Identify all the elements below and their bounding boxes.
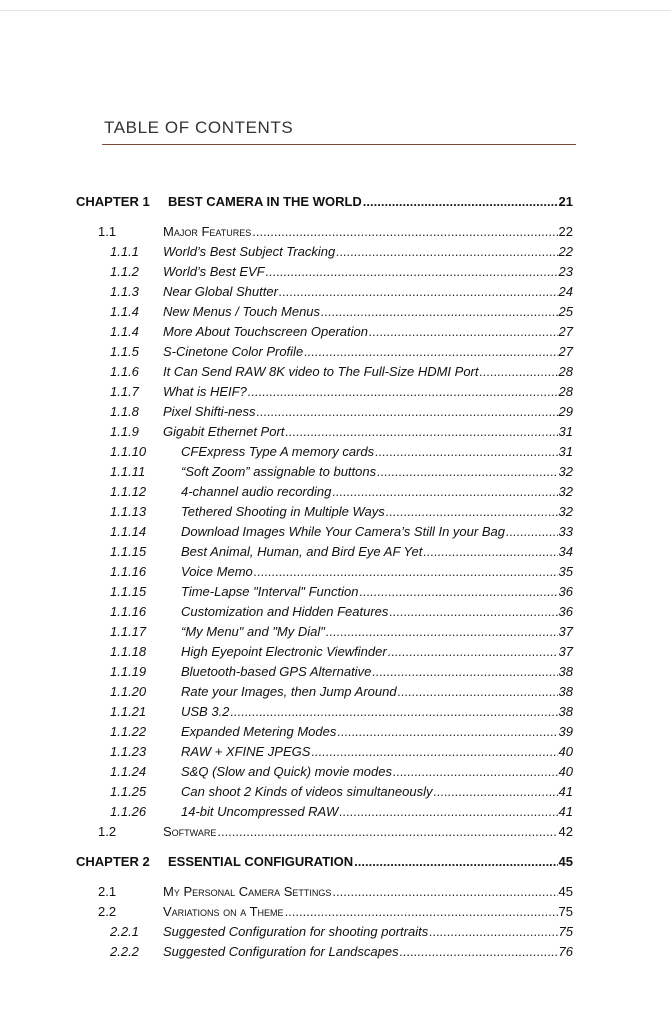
toc-entry-number: 1.1.2 <box>110 264 139 279</box>
toc-entry-number: 1.1.19 <box>110 664 147 679</box>
toc-entry-body <box>181 482 573 502</box>
toc-entry-title: It Can Send RAW 8K video to The Full-Size HDMI Port <box>163 364 479 379</box>
toc-entry-page: 27 <box>558 344 573 359</box>
toc-entry-title: Gigabit Ethernet Port <box>163 424 285 439</box>
toc-entry-page: 38 <box>558 664 573 679</box>
toc-entry-page: 25 <box>558 304 573 319</box>
toc-entry[interactable] <box>0 422 671 442</box>
toc-entry-body <box>181 442 573 462</box>
toc-entry-body <box>163 242 573 262</box>
top-border-line <box>0 10 671 11</box>
toc-entry-title: CFExpress Type A memory cards <box>181 444 375 459</box>
toc-entry-page: 41 <box>558 804 573 819</box>
toc-entry-body <box>181 642 573 662</box>
toc-dot-leader <box>254 562 558 582</box>
toc-entry-title: “My Menu" and "My Dial" <box>181 624 325 639</box>
toc-entry-number: 1.1.13 <box>110 504 147 519</box>
toc-entry-page: 42 <box>558 824 573 839</box>
toc-entry-page: 31 <box>558 444 573 459</box>
toc-dot-leader <box>248 382 558 402</box>
toc-dot-leader <box>359 582 557 602</box>
toc-entry-body <box>168 192 573 212</box>
toc-entry-page: 37 <box>558 624 573 639</box>
toc-entry-title: More About Touchscreen Operation <box>163 324 368 339</box>
toc-entry-number: 1.1.25 <box>110 784 147 799</box>
toc-entry-title: Pixel Shifti-ness <box>163 404 256 419</box>
toc-entry-title: High Eyepoint Electronic Viewfinder <box>181 644 387 659</box>
toc-entry-title: 4-channel audio recording <box>181 484 332 499</box>
toc-entry-body <box>181 562 573 582</box>
toc-entry-title: My Personal Camera Settings <box>163 884 332 899</box>
toc-entry-page: 38 <box>558 684 573 699</box>
toc-entry-number: 1.1.8 <box>110 404 139 419</box>
toc-entry-body <box>181 602 573 622</box>
toc-entry-page: 34 <box>558 544 573 559</box>
toc-entry[interactable] <box>0 522 671 542</box>
toc-entry-page: 36 <box>558 584 573 599</box>
toc-dot-leader <box>386 502 558 522</box>
toc-dot-leader <box>230 702 557 722</box>
toc-entry-title: Voice Memo <box>181 564 253 579</box>
toc-dot-leader <box>304 342 557 362</box>
toc-dot-leader <box>252 222 557 242</box>
toc-entry[interactable] <box>0 502 671 522</box>
toc-entry-number: 1.1.16 <box>110 604 147 619</box>
toc-entry-number: 1.1.1 <box>110 244 139 259</box>
toc-dot-leader <box>311 742 557 762</box>
toc-entry[interactable] <box>0 942 671 962</box>
toc-dot-leader <box>423 542 557 562</box>
toc-dot-leader <box>256 402 557 422</box>
toc-entry-page: 24 <box>558 284 573 299</box>
toc-dot-leader <box>363 192 558 212</box>
toc-entry[interactable] <box>0 222 671 242</box>
toc-entry-page: 22 <box>558 244 573 259</box>
toc-entry-body <box>163 302 573 322</box>
toc-entry[interactable] <box>0 282 671 302</box>
toc-dot-leader <box>332 482 557 502</box>
toc-entry-body <box>181 582 573 602</box>
toc-entry-body <box>181 802 573 822</box>
toc-entry-number: 1.1.24 <box>110 764 147 779</box>
toc-entry-body <box>181 662 573 682</box>
toc-entry-page: 35 <box>558 564 573 579</box>
toc-entry-page: 45 <box>558 884 573 899</box>
toc-entry-page: 75 <box>558 904 573 919</box>
toc-dot-leader <box>377 462 557 482</box>
toc-entry-title: “Soft Zoom” assignable to buttons <box>181 464 377 479</box>
toc-dot-leader <box>336 242 557 262</box>
toc-entry-title: Bluetooth-based GPS Alternative <box>181 664 372 679</box>
toc-entry[interactable] <box>0 462 671 482</box>
toc-entry-page: 28 <box>558 364 573 379</box>
toc-entry-page: 37 <box>558 644 573 659</box>
toc-entry-body <box>181 502 573 522</box>
toc-entry-body <box>163 382 573 402</box>
toc-entry-body <box>181 702 573 722</box>
toc-entry-page: 27 <box>558 324 573 339</box>
toc-entry[interactable] <box>0 822 671 842</box>
toc-entry-title: Time-Lapse "Interval" Function <box>181 584 359 599</box>
toc-entry-number: 1.1.4 <box>110 324 139 339</box>
toc-entry-number: CHAPTER 2 <box>76 854 150 869</box>
toc-entry-number: 1.1.5 <box>110 344 139 359</box>
toc-entry[interactable] <box>0 342 671 362</box>
toc-entry-number: 1.1.17 <box>110 624 147 639</box>
toc-entry-number: 2.2 <box>98 904 117 919</box>
toc-entry-page: 45 <box>558 854 573 869</box>
toc-entry-title: Software <box>163 824 217 839</box>
toc-entry-number: 1.1.10 <box>110 444 147 459</box>
toc-entry-title: S-Cinetone Color Profile <box>163 344 304 359</box>
toc-entry-body <box>163 262 573 282</box>
toc-entry[interactable] <box>0 542 671 562</box>
toc-dot-leader <box>398 682 558 702</box>
toc-entry-body <box>181 722 573 742</box>
toc-entry[interactable] <box>0 582 671 602</box>
toc-entry[interactable] <box>0 742 671 762</box>
toc-entry-number: 1.1.9 <box>110 424 139 439</box>
toc-entry-page: 28 <box>558 384 573 399</box>
toc-entry-page: 76 <box>558 944 573 959</box>
toc-entry-body <box>181 462 573 482</box>
toc-entry-title: 14-bit Uncompressed RAW <box>181 804 339 819</box>
toc-entry[interactable] <box>0 362 671 382</box>
toc-entry-title: Near Global Shutter <box>163 284 278 299</box>
toc-dot-leader <box>326 622 558 642</box>
toc-entry[interactable] <box>0 782 671 802</box>
toc-entry[interactable] <box>0 482 671 502</box>
toc-entry-number: 1.1.7 <box>110 384 139 399</box>
toc-entry-title: World’s Best EVF <box>163 264 265 279</box>
toc-entry-body <box>181 762 573 782</box>
toc-entry-title: RAW + XFINE JPEGS <box>181 744 311 759</box>
toc-dot-leader <box>372 662 557 682</box>
toc-entry[interactable] <box>0 802 671 822</box>
toc-dot-leader <box>369 322 558 342</box>
toc-dot-leader <box>506 522 558 542</box>
toc-entry[interactable] <box>0 562 671 582</box>
toc-entry[interactable] <box>0 922 671 942</box>
toc-dot-leader <box>480 362 558 382</box>
toc-entry-page: 40 <box>558 744 573 759</box>
toc-entry[interactable] <box>0 882 671 902</box>
toc-entry-body <box>163 942 573 962</box>
toc-dot-leader <box>400 942 558 962</box>
toc-dot-leader <box>337 722 557 742</box>
title-underline <box>102 144 576 145</box>
toc-entry-title: S&Q (Slow and Quick) movie modes <box>181 764 392 779</box>
toc-entry-number: 1.1 <box>98 224 117 239</box>
toc-entry-body <box>163 322 573 342</box>
toc-entry[interactable] <box>0 622 671 642</box>
toc-entry-title: Can shoot 2 Kinds of videos simultaneously <box>181 784 433 799</box>
toc-entry-page: 23 <box>558 264 573 279</box>
toc-entry-number: 1.1.14 <box>110 524 147 539</box>
toc-entry[interactable] <box>0 722 671 742</box>
toc-dot-leader <box>375 442 557 462</box>
toc-entry-body <box>163 422 573 442</box>
toc-entry-title: New Menus / Touch Menus <box>163 304 321 319</box>
toc-entry-title: ESSENTIAL CONFIGURATION <box>168 854 354 869</box>
toc-entry-title: Best Animal, Human, and Bird Eye AF Yet <box>181 544 423 559</box>
toc-entry-title: What is HEIF? <box>163 384 247 399</box>
toc-entry-number: 2.2.2 <box>110 944 139 959</box>
toc-entry-title: Variations on a Theme <box>163 904 284 919</box>
toc-entry[interactable] <box>0 762 671 782</box>
toc-entry-body <box>181 522 573 542</box>
toc-entry-title: World’s Best Subject Tracking <box>163 244 336 259</box>
toc-entry-title: Customization and Hidden Features <box>181 604 389 619</box>
toc-entry[interactable] <box>0 702 671 722</box>
toc-dot-leader <box>339 802 557 822</box>
toc-dot-leader <box>389 602 557 622</box>
toc-entry-number: 1.1.3 <box>110 284 139 299</box>
toc-entry-number: 1.1.23 <box>110 744 147 759</box>
toc-entry-number: 1.1.12 <box>110 484 147 499</box>
toc-entry-number: 1.1.6 <box>110 364 139 379</box>
toc-entry[interactable] <box>0 192 671 212</box>
toc-entry[interactable] <box>0 322 671 342</box>
page-title: TABLE OF CONTENTS <box>104 118 294 137</box>
toc-entry-title: Download Images While Your Camera’s Still In your Bag <box>181 524 505 539</box>
toc-entry-body <box>163 222 573 242</box>
toc-entry-page: 41 <box>558 784 573 799</box>
toc-entry-title: Tethered Shooting in Multiple Ways <box>181 504 385 519</box>
toc-entry[interactable] <box>0 642 671 662</box>
toc-entry-page: 32 <box>558 504 573 519</box>
toc-dot-leader <box>433 782 557 802</box>
toc-entry-page: 38 <box>558 704 573 719</box>
toc-entry[interactable] <box>0 682 671 702</box>
toc-entry-page: 31 <box>558 424 573 439</box>
toc-entry[interactable] <box>0 242 671 262</box>
toc-entry[interactable] <box>0 602 671 622</box>
toc-entry-title: BEST CAMERA IN THE WORLD <box>168 194 362 209</box>
toc-dot-leader <box>388 642 558 662</box>
toc-entry-page: 32 <box>558 484 573 499</box>
toc-entry-number: 1.1.20 <box>110 684 147 699</box>
toc-entry-number: 1.1.4 <box>110 304 139 319</box>
toc-entry-number: 1.2 <box>98 824 117 839</box>
toc-entry-body <box>163 882 573 902</box>
toc-dot-leader <box>285 422 557 442</box>
toc-entry-body <box>181 682 573 702</box>
toc-entry-body <box>163 902 573 922</box>
toc-entry-title: Rate your Images, then Jump Around <box>181 684 397 699</box>
toc-entry[interactable] <box>0 302 671 322</box>
toc-dot-leader <box>217 822 557 842</box>
toc-entry-body <box>163 362 573 382</box>
toc-entry-page: 36 <box>558 604 573 619</box>
toc-entry-body <box>168 852 573 872</box>
toc-dot-leader <box>285 902 558 922</box>
toc-dot-leader <box>393 762 558 782</box>
toc-entry-page: 33 <box>558 524 573 539</box>
toc-entry[interactable] <box>0 262 671 282</box>
toc-entry-page: 29 <box>558 404 573 419</box>
toc-entry-body <box>163 342 573 362</box>
toc-entry-body <box>181 542 573 562</box>
toc-dot-leader <box>429 922 557 942</box>
toc-entry-page: 39 <box>558 724 573 739</box>
toc-entry-number: 1.1.21 <box>110 704 147 719</box>
toc-entry-number: 1.1.16 <box>110 564 147 579</box>
toc-entry[interactable] <box>0 442 671 462</box>
toc-entry-page: 21 <box>558 194 573 209</box>
toc-entry-title: Suggested Configuration for Landscapes <box>163 944 399 959</box>
toc-dot-leader <box>266 262 558 282</box>
toc-entry-body <box>181 742 573 762</box>
toc-entry-title: Major Features <box>163 224 252 239</box>
toc-entry[interactable] <box>0 662 671 682</box>
toc-entry[interactable] <box>0 852 671 872</box>
toc-entry-body <box>181 782 573 802</box>
toc-entry-body <box>163 282 573 302</box>
toc-entry-title: Suggested Configuration for shooting portraits <box>163 924 429 939</box>
toc-entry-number: 1.1.15 <box>110 584 147 599</box>
toc-entry[interactable] <box>0 382 671 402</box>
toc-entry-page: 32 <box>558 464 573 479</box>
toc-dot-leader <box>321 302 557 322</box>
toc-entry-body <box>163 822 573 842</box>
toc-dot-leader <box>279 282 558 302</box>
toc-entry-number: 1.1.22 <box>110 724 147 739</box>
toc-entry[interactable] <box>0 402 671 422</box>
toc-entry-body <box>163 402 573 422</box>
toc-entry[interactable] <box>0 902 671 922</box>
toc-entry-body <box>163 922 573 942</box>
toc-entry-page: 75 <box>558 924 573 939</box>
toc-entry-number: 1.1.18 <box>110 644 147 659</box>
toc-entry-number: 1.1.15 <box>110 544 147 559</box>
toc-entry-number: 1.1.26 <box>110 804 147 819</box>
toc-dot-leader <box>354 852 557 872</box>
toc-entry-title: USB 3.2 <box>181 704 230 719</box>
toc-entry-number: 2.1 <box>98 884 117 899</box>
toc-entry-body <box>181 622 573 642</box>
toc-entry-number: CHAPTER 1 <box>76 194 150 209</box>
toc-entry-page: 22 <box>558 224 573 239</box>
toc-entry-title: Expanded Metering Modes <box>181 724 337 739</box>
toc-entry-number: 2.2.1 <box>110 924 139 939</box>
toc-entry-number: 1.1.11 <box>110 464 146 479</box>
toc-entry-page: 40 <box>558 764 573 779</box>
toc-dot-leader <box>332 882 557 902</box>
